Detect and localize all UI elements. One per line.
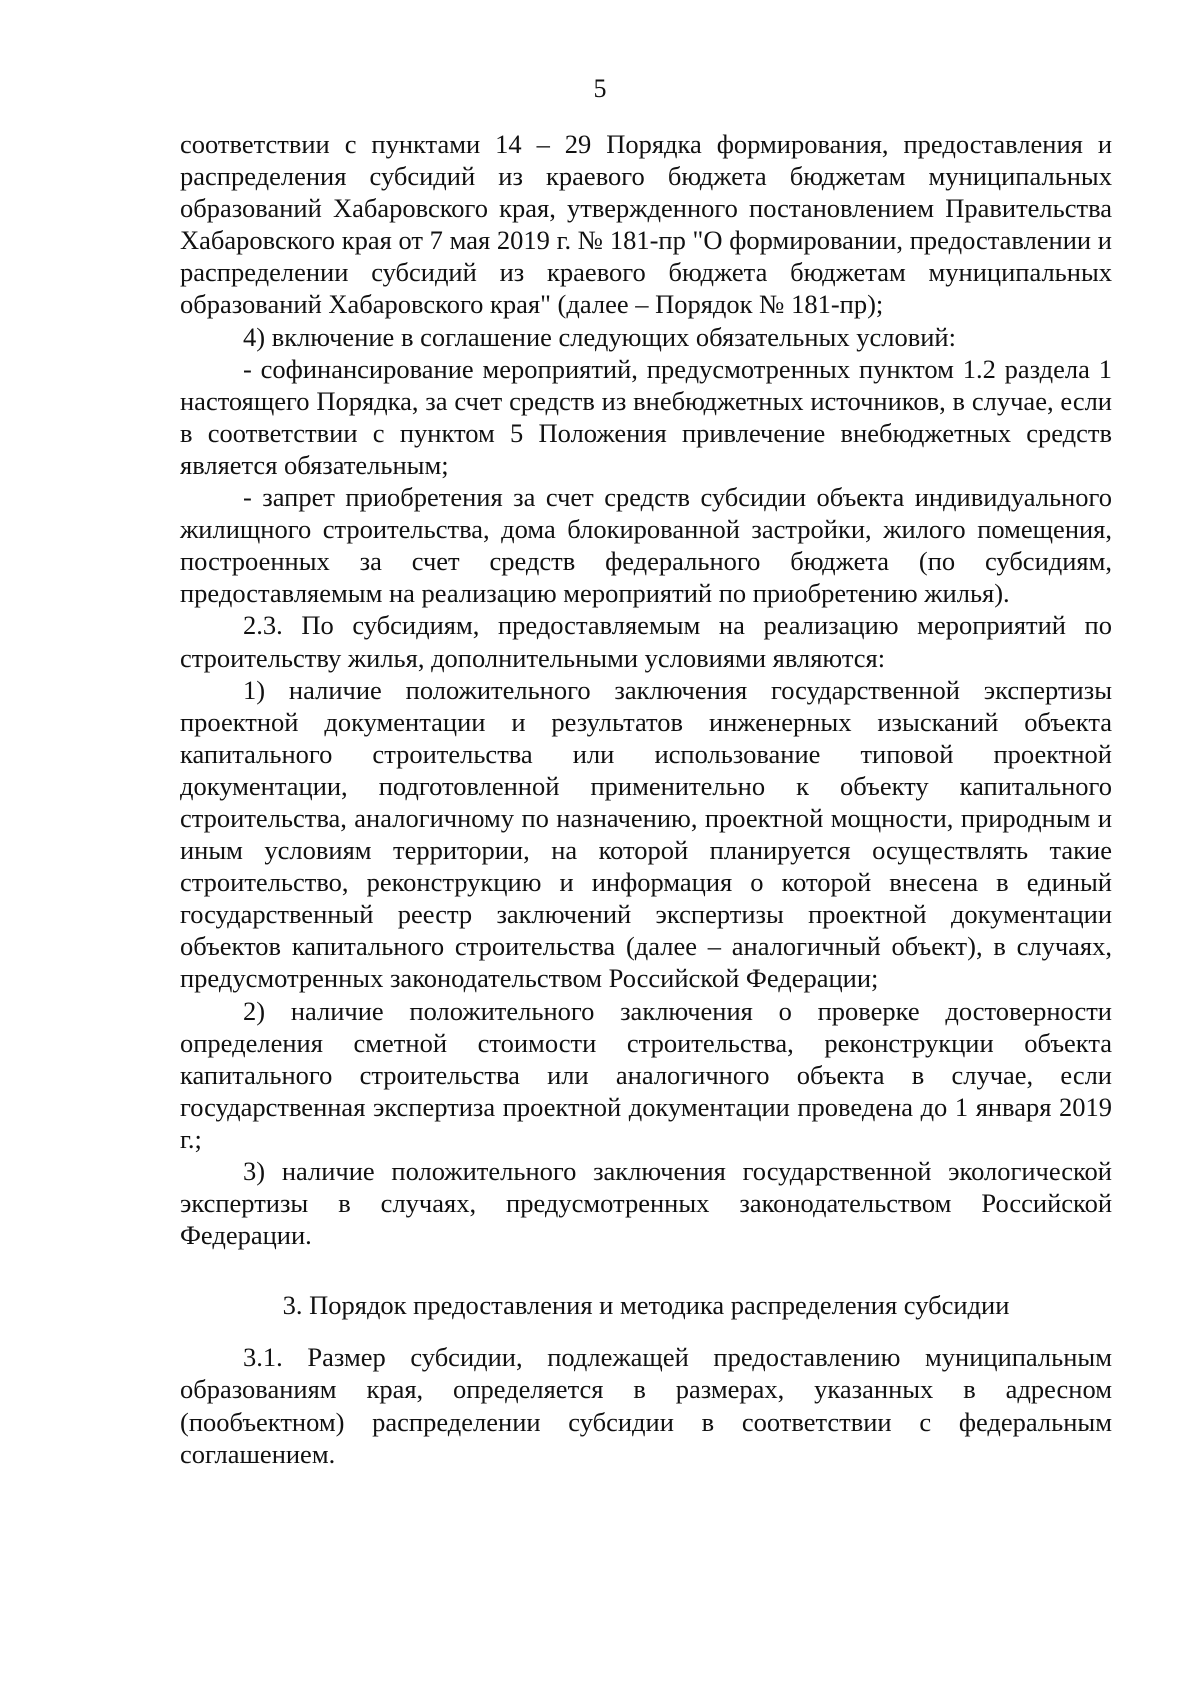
paragraph-2-3: 2.3. По субсидиям, предоставляемым на реализацию мероприятий по строительству жилья, дополнительными условиями являются: — [180, 610, 1112, 673]
section-heading: 3. Порядок предоставления и методика распределения субсидии — [282, 1290, 1010, 1321]
paragraph-continuation: соответствии с пунктами 14 – 29 Порядка формирования, предоставления и распределения субсидий из краевого бюджета бюджетам муниципальных образований Хабаровского края, утвержденного постановлением Правительства Хабаровского края от 7 мая 2019 г. № 181-пр "О формировании, предоставлении и распределении субсидий из краевого бюджета бюджетам муниципальных образований Хабаровского края" (далее – Порядок № 181-пр); — [180, 129, 1112, 320]
page-number: 5 — [593, 74, 607, 103]
paragraph-condition-3: 3) наличие положительного заключения государственной экологической экспертизы в случаях, предусмотренных законодательством Российской Федерации. — [180, 1156, 1112, 1251]
paragraph-item-4: 4) включение в соглашение следующих обязательных условий: — [243, 321, 956, 352]
paragraph-3-1: 3.1. Размер субсидии, подлежащей предоставлению муниципальным образованиям края, определяется в размерах, указанных в адресном (пообъектном) распределении субсидии в соответствии с федеральным соглашением. — [180, 1342, 1112, 1469]
paragraph-cofinancing: - софинансирование мероприятий, предусмотренных пунктом 1.2 раздела 1 настоящего Порядка, за счет средств из внебюджетных источников, в случае, если в соответствии с пунктом 5 Положения привлечение внебюджетных средств является обязательным; — [180, 353, 1112, 480]
paragraph-condition-1: 1) наличие положительного заключения государственной экспертизы проектной документации и результатов инженерных изысканий объекта капитального строительства или использование типовой проектной документации, подготовленной применительно к объекту капитального строительства, аналогичному по назначению, проектной мощности, природным и иным условиям территории, на которой планируется осуществлять такие строительство, реконструкцию и информация о которой внесена в единый государственный реестр заключений экспертизы проектной документации объектов капитального строительства (далее – аналогичный объект), в случаях, предусмотренных законодательством Российской Федерации; — [180, 674, 1112, 994]
paragraph-prohibition: - запрет приобретения за счет средств субсидии объекта индивидуального жилищного строительства, дома блокированной застройки, жилого помещения, построенных за счет средств федерального бюджета (по субсидиям, предоставляемым на реализацию мероприятий по приобретению жилья). — [180, 482, 1112, 609]
document-body — [180, 128, 1112, 1470]
paragraph-condition-2: 2) наличие положительного заключения о проверке достоверности определения сметной стоимости строительства, реконструкции объекта капитального строительства или аналогичного объекта в случае, если государственная экспертиза проектной документации проведена до 1 января 2019 г.; — [180, 995, 1112, 1154]
